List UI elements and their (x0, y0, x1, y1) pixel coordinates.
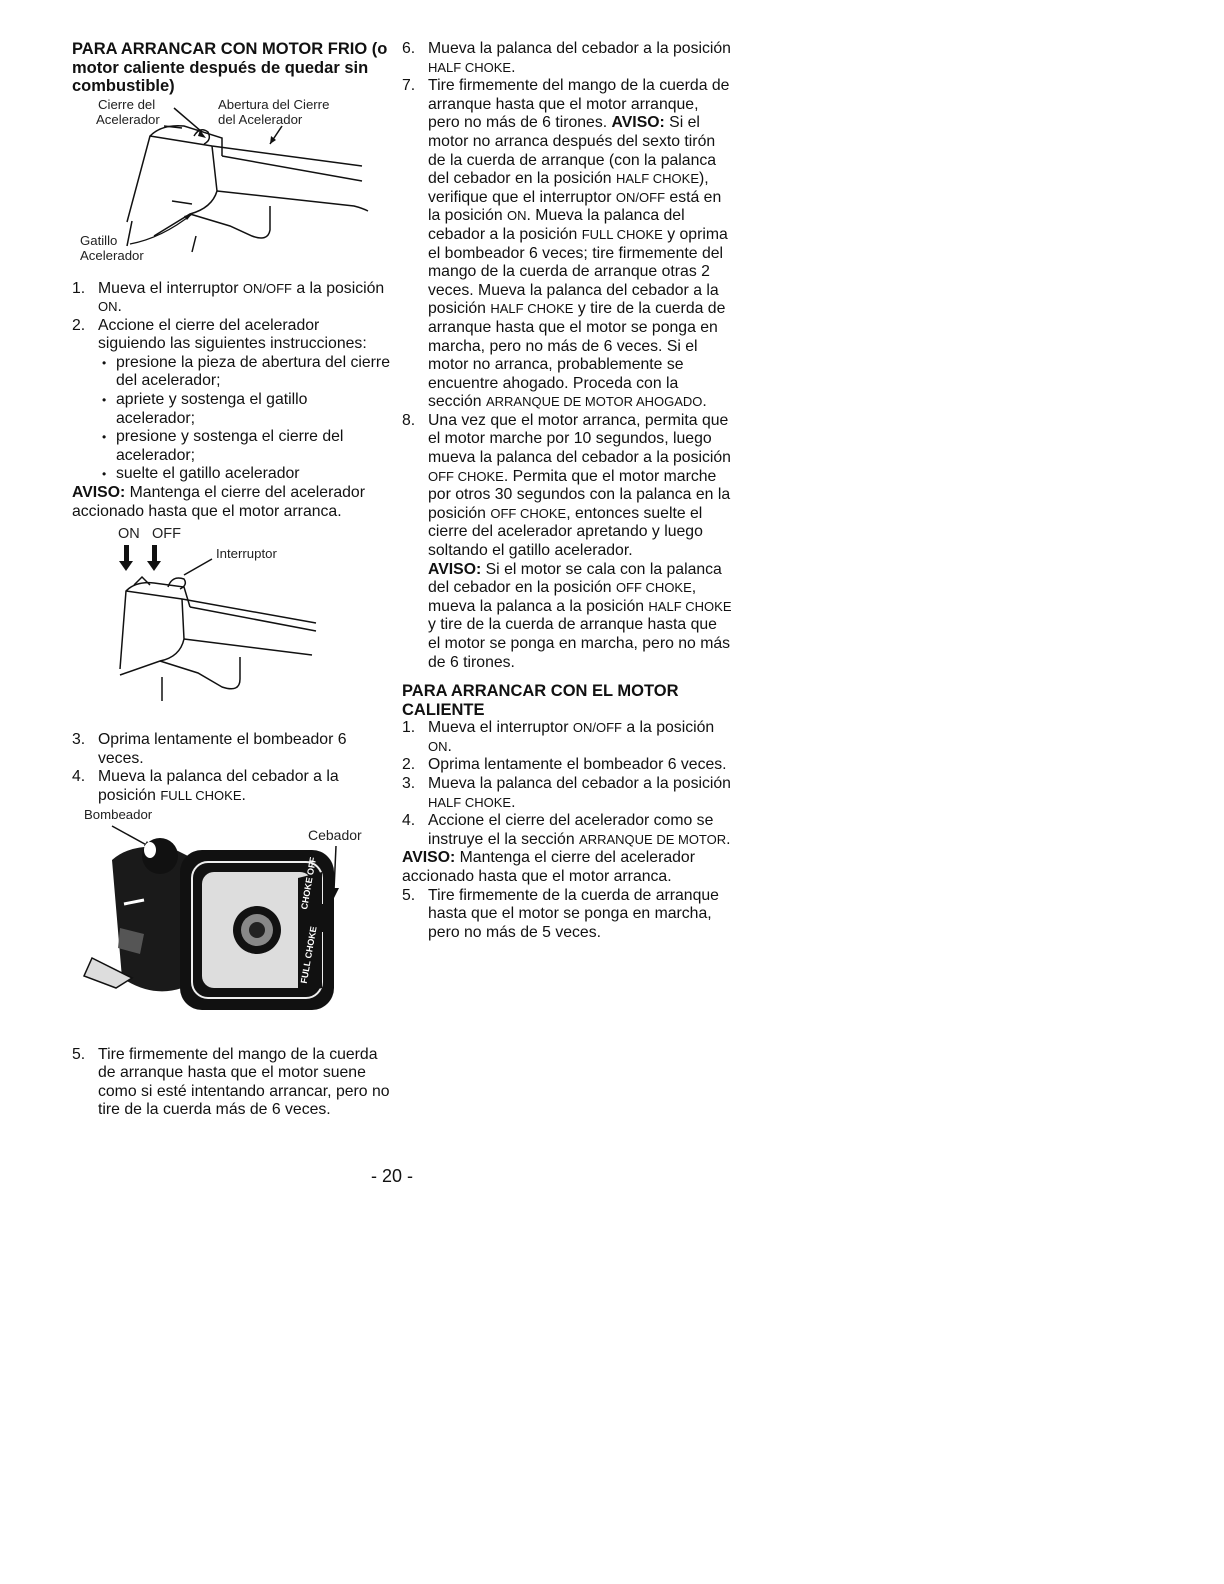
lock-bullet-2: • apriete y sostenga el gatillo acelerador; (102, 391, 390, 428)
lock-bullet-4: • suelte el gatillo acelerador (102, 465, 390, 484)
label-lockout-2: del Acelerador (218, 111, 303, 127)
cold-notice: AVISO: Mantenga el cierre del acelerador accionado hasta que el motor arranca. (72, 484, 365, 520)
knob-full-text: FULL CHOKE (298, 925, 319, 984)
left-column (72, 40, 390, 1120)
switch-figure (72, 527, 390, 723)
right-column (402, 40, 732, 942)
label-off: OFF (152, 526, 181, 543)
switch-drawing (72, 527, 390, 723)
label-lockout-1: Abertura del Cierre (218, 96, 330, 112)
cold-steps-cont (402, 40, 732, 672)
lock-bullet-3: • presione y sostenga el cierre del acelerador; (102, 428, 390, 465)
lock-instructions-list (72, 354, 390, 484)
cold-steps-c (72, 1046, 390, 1120)
warm-notice: AVISO: Mantenga el cierre del acelerador accionado hasta que el motor arranca. (402, 849, 695, 885)
carburetor-drawing (72, 808, 390, 1040)
throttle-lock-figure (72, 96, 390, 274)
knob-off-text: CHOKE OFF (299, 855, 319, 910)
label-trigger-2: Acelerador (80, 247, 144, 263)
cold-start-heading: PARA ARRANCAR CON MOTOR FRIO (o motor caliente después de quedar sin combustible) (72, 40, 388, 95)
warm-step-2: 2. Oprima lentamente el bombeador 6 veces. (402, 756, 727, 774)
cold-step-8: 8. Una vez que el motor arranca, permita que el motor marche por 10 segundos, luego mueva la palanca del cebador a la posición OFF CHOKE. Permita que el motor marche por otros 30 segundos con la palanca en la posición OFF CHOKE, entonces suelte el cierre del acelerador apretando y luego soltando el gatillo acelerador. AVISO: Si el motor se cala con la palanca del cebador en la posición OFF CHOKE, mueva la palanca a la posición HALF CHOKE y tire de la cuerda de arranque hasta que el motor se ponga en marcha, pero no más de 6 tirones. (402, 411, 732, 671)
cold-step-3: 3. Oprima lentamente el bombeador 6 veces. (72, 731, 347, 767)
label-lock-2: Acelerador (96, 111, 160, 127)
label-primer: Bombeador (84, 806, 153, 822)
cold-steps-b (72, 731, 390, 805)
warm-start-heading: PARA ARRANCAR CON EL MOTOR CALIENTE (402, 682, 679, 719)
lock-bullet-1: • presione la pieza de abertura del cierre del acelerador; (102, 354, 390, 391)
throttle-handle-drawing (72, 96, 390, 274)
cold-step-7: 7. Tire firmemente del mango de la cuerda de arranque hasta que el motor arranque, pero no más de 6 tirones. AVISO: Si el motor no arranca después del sexto tirón de la cuerda de arranque (con la palanca del cebador en la posición HALF CHOKE), verifique que el interruptor ON/OFF está en la posición ON. Mueva la palanca del cebador a la posición FULL CHOKE y oprima el bombeador 6 veces; tire firmemente del mango de la cuerda de arranque otras 2 veces. Mueva la palanca del cebador a la posición HALF CHOKE y tire de la cuerda de arranque hasta que el motor se ponga en marcha, pero no más de 6 veces. Si el motor no arranca, probablemente se encuentre ahogado. Proceda con la sección ARRANQUE DE MOTOR AHOGADO. (402, 77, 730, 411)
warm-step-1: 1. Mueva el interruptor ON/OFF a la posición ON. (402, 719, 715, 755)
label-switch: Interruptor (216, 546, 277, 562)
cold-step-4: 4. Mueva la palanca del cebador a la posición FULL CHOKE. (72, 768, 339, 804)
warm-step-5: 5. Tire firmemente de la cuerda de arranque hasta que el motor se ponga en marcha, pero no más de 5 veces. (402, 886, 719, 941)
cold-step-5: 5. Tire firmemente del mango de la cuerda de arranque hasta que el motor suene como si esté intentando arrancar, pero no tire de la cuerda más de 6 veces. (72, 1045, 390, 1119)
cold-step-6: 6. Mueva la palanca del cebador a la posición HALF CHOKE. (402, 40, 731, 76)
cold-step-1: 1. Mueva el interruptor ON/OFF a la posición ON. (72, 279, 385, 316)
primer-choke-figure (72, 808, 390, 1040)
warm-step-4: 4. Accione el cierre del acelerador como se instruye el la sección ARRANQUE DE MOTOR. (402, 812, 731, 848)
warm-steps-b (402, 887, 732, 943)
warm-steps (402, 719, 732, 849)
cold-steps-a (72, 280, 390, 354)
label-choke: Cebador (308, 826, 362, 843)
label-on: ON (118, 526, 140, 543)
warm-step-3: 3. Mueva la palanca del cebador a la posición HALF CHOKE. (402, 774, 731, 811)
label-lock-1: Cierre del (98, 96, 156, 112)
cold-step-2: 2. Accione el cierre del acelerador siguiendo las siguientes instrucciones: (72, 316, 367, 353)
label-trigger-1: Gatillo (80, 232, 118, 248)
page-number: - 20 - (370, 1166, 413, 1186)
